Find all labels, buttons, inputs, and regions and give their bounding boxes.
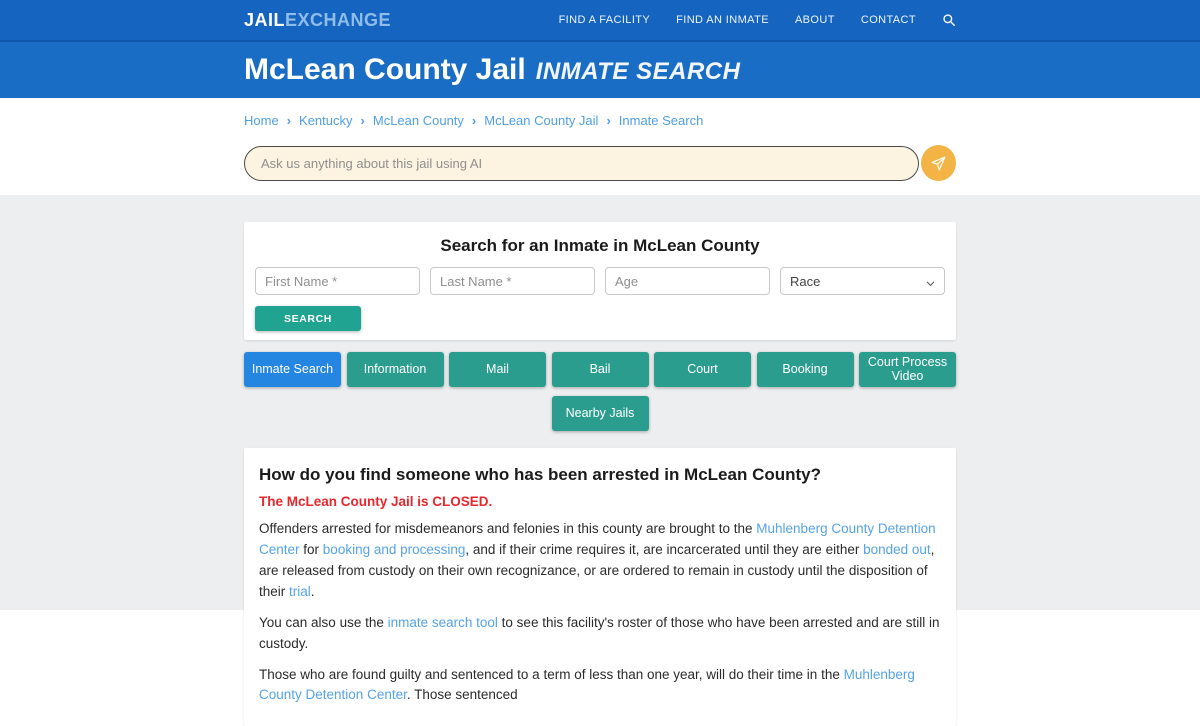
paragraph-text: , and if their crime requires it, are incarcerated until they are either bbox=[465, 541, 864, 557]
search-button[interactable]: SEARCH bbox=[255, 306, 361, 331]
paragraph-text: Those who are found guilty and sentenced to a term of less than one year, will do their time in the bbox=[259, 666, 844, 682]
breadcrumb-inmate-search[interactable]: Inmate Search bbox=[618, 113, 704, 128]
search-icon[interactable] bbox=[942, 13, 956, 27]
top-nav bbox=[559, 13, 956, 27]
chevron-right-icon: › bbox=[471, 113, 477, 128]
paragraph-text: Offenders arrested for misdemeanors and felonies in this county are brought to the bbox=[259, 521, 757, 536]
inline-link[interactable]: Muhlenberg County Detention Center bbox=[259, 521, 936, 557]
nav-about[interactable]: ABOUT bbox=[794, 14, 835, 26]
page-banner bbox=[0, 40, 1200, 98]
nav-contact[interactable]: CONTACT bbox=[860, 14, 916, 26]
breadcrumb-home[interactable]: Home bbox=[244, 113, 279, 128]
main-section bbox=[0, 195, 1200, 703]
paragraph-text: to see this facility's roster of those who have been arrested and are still in custody. bbox=[259, 614, 940, 651]
first-name-field[interactable] bbox=[255, 267, 420, 295]
ai-ask-input[interactable] bbox=[261, 156, 902, 171]
chevron-right-icon: › bbox=[286, 113, 292, 128]
facility-nav-row-2 bbox=[244, 396, 956, 431]
page-subtitle: INMATE SEARCH bbox=[535, 58, 741, 85]
race-select-wrap bbox=[780, 267, 945, 295]
article-heading: How do you find someone who has been arrested in McLean County? bbox=[259, 465, 822, 484]
age-field[interactable] bbox=[605, 267, 770, 295]
article-paragraphs bbox=[259, 519, 941, 706]
tab-booking[interactable]: Booking bbox=[757, 352, 854, 387]
form-fields bbox=[255, 267, 945, 295]
paragraph-text: . bbox=[310, 583, 315, 599]
tab-bail[interactable]: Bail bbox=[552, 352, 649, 387]
tab-court[interactable]: Court bbox=[654, 352, 751, 387]
form-title: Search for an Inmate in McLean County bbox=[440, 236, 760, 255]
tab-mail[interactable]: Mail bbox=[449, 352, 546, 387]
breadcrumb-kentucky[interactable]: Kentucky bbox=[299, 113, 353, 128]
top-bar bbox=[0, 0, 1200, 40]
breadcrumb-mclean-county-jail[interactable]: McLean County Jail bbox=[484, 113, 599, 128]
ai-ask-pill bbox=[244, 146, 919, 181]
paragraph-text: , are released from custody on their own recognizance, or are ordered to remain in custody until the disposition of their bbox=[259, 541, 935, 599]
breadcrumb-mclean-county[interactable]: McLean County bbox=[372, 113, 464, 128]
jailexchange-logo[interactable] bbox=[244, 10, 391, 31]
article-paragraph bbox=[259, 613, 941, 655]
inline-link[interactable]: trial bbox=[289, 583, 311, 599]
breadcrumb bbox=[244, 113, 956, 128]
breadcrumb-section bbox=[0, 98, 1200, 195]
chevron-right-icon: › bbox=[606, 113, 611, 128]
paper-plane-icon bbox=[930, 155, 947, 172]
race-select[interactable] bbox=[780, 267, 945, 295]
page-title: McLean County Jail bbox=[244, 53, 526, 86]
last-name-field[interactable] bbox=[430, 267, 595, 295]
nav-find-a-facility[interactable]: FIND A FACILITY bbox=[558, 14, 651, 26]
paragraph-text: . Those sentenced bbox=[406, 687, 518, 703]
inline-link[interactable]: Muhlenberg County Detention Center bbox=[259, 666, 915, 703]
tab-court-process-video[interactable]: Court Process Video bbox=[859, 352, 956, 387]
paragraph-text: for bbox=[299, 541, 323, 557]
article-paragraph bbox=[259, 665, 941, 707]
tab-information[interactable]: Information bbox=[347, 352, 444, 387]
inline-link[interactable]: booking and processing bbox=[322, 541, 466, 557]
facility-nav-row-1 bbox=[244, 352, 956, 387]
article-paragraph bbox=[259, 519, 941, 603]
ai-send-button[interactable] bbox=[921, 145, 956, 181]
ai-ask-bar bbox=[244, 145, 956, 181]
tab-inmate-search[interactable]: Inmate Search bbox=[244, 352, 341, 387]
jail-closed-alert: The McLean County Jail is CLOSED. bbox=[259, 494, 493, 509]
chevron-right-icon: › bbox=[360, 113, 365, 128]
paragraph-text: You can also use the bbox=[259, 614, 388, 630]
inline-link[interactable]: bonded out bbox=[863, 541, 931, 557]
logo-exchange-text: EXCHANGE bbox=[285, 9, 392, 30]
logo-jail-text: JAIL bbox=[244, 9, 286, 30]
tab-nearby-jails[interactable]: Nearby Jails bbox=[552, 396, 649, 431]
inline-link[interactable]: inmate search tool bbox=[387, 614, 498, 630]
nav-find-an-inmate[interactable]: FIND AN INMATE bbox=[676, 14, 769, 26]
article-card bbox=[244, 448, 956, 726]
inmate-search-form-card bbox=[244, 222, 956, 340]
